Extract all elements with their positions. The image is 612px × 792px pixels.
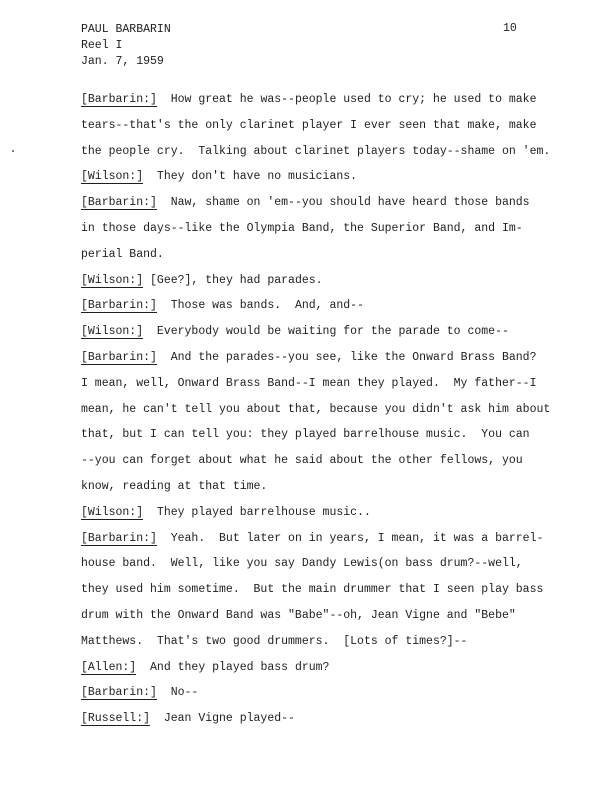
transcript-line [81,556,586,582]
transcript-line [81,634,586,660]
line-text: Yeah. But later on in years, I mean, it was a barrel- [156,531,544,545]
transcript-line [81,221,586,247]
speaker-label: [Russell:] [81,712,151,726]
transcript-line [81,350,586,376]
transcript-line [81,376,586,402]
transcript-line [81,118,586,144]
line-text: the people cry. Talking about clarinet players today--shame on 'em. [81,144,551,158]
line-text: they used him sometime. But the main drummer that I seen play bass [81,583,544,597]
interview-date: Jan. 7, 1959 [81,55,164,68]
transcript-line [81,453,586,479]
interviewee-name: PAUL BARBARIN [81,23,171,36]
transcript-line [81,324,586,350]
transcript-body [81,92,586,737]
margin-mark [12,150,14,152]
transcript-line [81,608,586,634]
line-text: perial Band. [81,247,164,261]
speaker-label: [Barbarin:] [81,686,157,700]
speaker-label: [Barbarin:] [81,531,157,545]
line-text: How great he was--people used to cry; he used to make [156,93,537,106]
speaker-label: [Wilson:] [81,273,144,287]
transcript-line [81,247,586,273]
line-text: They played barrelhouse music.. [143,505,371,519]
line-text: I mean, well, Onward Brass Band--I mean they played. My father--I [81,376,537,390]
line-text: And they played bass drum? [136,660,330,674]
transcript-line [81,273,586,299]
line-text: that, but I can tell you: they played barrelhouse music. You can [81,428,530,442]
speaker-label: [Wilson:] [81,170,144,184]
transcript-line [81,479,586,505]
line-text: drum with the Onward Band was "Babe"--oh, Jean Vigne and "Bebe" [81,608,516,622]
transcript-line [81,195,586,221]
transcript-line [81,144,586,170]
line-text: know, reading at that time. [81,479,268,493]
line-text: Those was bands. And, and-- [156,299,364,313]
line-text: mean, he can't tell you about that, because you didn't ask him about [81,402,551,416]
transcript-line [81,92,586,118]
speaker-label: [Barbarin:] [81,350,157,364]
speaker-label: [Barbarin:] [81,196,157,210]
line-text: tears--that's the only clarinet player I ever seen that make, make [81,118,537,132]
transcript-line [81,298,586,324]
transcript-line [81,531,586,557]
line-text: Everybody would be waiting for the parade to come-- [143,325,509,339]
speaker-label: [Barbarin:] [81,93,157,106]
speaker-label: [Wilson:] [81,505,144,519]
page-header [81,22,171,70]
speaker-label: [Allen:] [81,660,137,674]
transcript-line [81,505,586,531]
transcript-line [81,711,586,737]
line-text: Matthews. That's two good drummers. [Lots of times?]-- [81,634,468,648]
transcript-line [81,685,586,711]
line-text: Naw, shame on 'em--you should have heard those bands [156,196,530,210]
line-text: Jean Vigne played-- [150,712,295,726]
line-text: in those days--like the Olympia Band, the Superior Band, and Im- [81,221,523,235]
transcript-line [81,582,586,608]
transcript-line [81,427,586,453]
page-number: 10 [503,22,517,35]
transcript-line [81,402,586,428]
line-text: And the parades--you see, like the Onward Brass Band? [156,350,537,364]
speaker-label: [Wilson:] [81,325,144,339]
line-text: --you can forget about what he said about the other fellows, you [81,454,523,468]
line-text: house band. Well, like you say Dandy Lewis(on bass drum?--well, [81,557,523,571]
speaker-label: [Barbarin:] [81,299,157,313]
reel-label: Reel I [81,39,123,52]
line-text: They don't have no musicians. [143,170,358,184]
transcript-line [81,660,586,686]
transcript-line [81,169,586,195]
line-text: [Gee?], they had parades. [143,273,323,287]
line-text: No-- [156,686,199,700]
